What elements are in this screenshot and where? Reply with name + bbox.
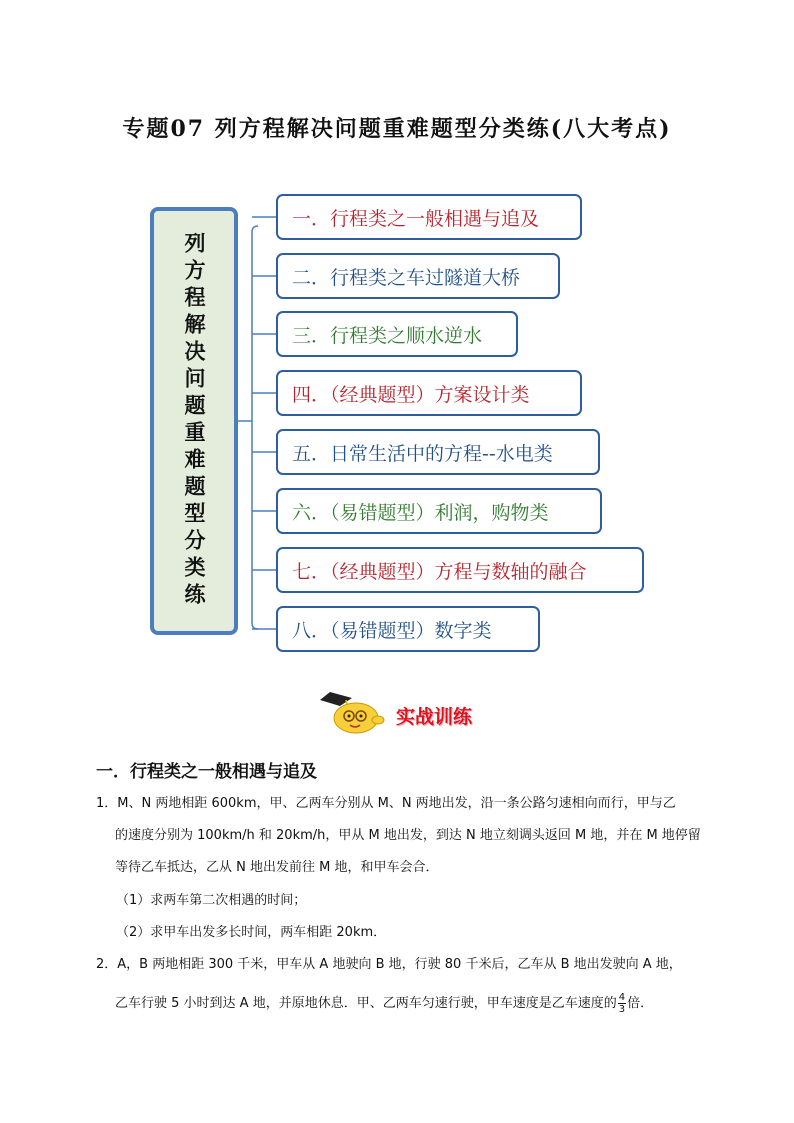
branch-1 <box>276 194 582 240</box>
branch-6-label: 六．（易错题型）利润，购物类 <box>292 501 549 524</box>
q1-sub-2: （2）求甲车出发多长时间，两车相距 20km． <box>116 925 387 940</box>
branch-7 <box>276 547 644 593</box>
q1-line-2: 的速度分别为 100km/h 和 20km/h，甲从 M 地出发，到达 N 地立刻调头返回 M 地，并在 M 地停留 <box>115 828 701 843</box>
mindmap-root-label: 列方程解决问题重难题型分类练 <box>182 232 206 610</box>
q2-line-2 <box>115 992 653 1015</box>
q1-sub-1: （1）求两车第二次相遇的时间； <box>116 893 307 908</box>
fraction-denominator: 3 <box>618 1004 626 1015</box>
branch-5 <box>276 429 600 475</box>
page-title: 专题07 列方程解决问题重难题型分类练(八大考点) <box>122 116 672 142</box>
q2-line-2-text: 乙车行驶 5 小时到达 A 地，并原地休息．甲、乙两车匀速行驶，甲车速度是乙车速度的 <box>115 996 617 1011</box>
branch-7-label: 七．（经典题型）方程与数轴的融合 <box>292 560 587 583</box>
branch-3 <box>276 311 518 357</box>
branch-4 <box>276 370 582 416</box>
branch-1-label: 一．行程类之一般相遇与追及 <box>292 207 540 230</box>
q1-line-3: 等待乙车抵达，乙从 N 地出发前往 M 地，和甲车会合． <box>115 860 439 875</box>
branch-5-label: 五．日常生活中的方程--水电类 <box>292 442 553 465</box>
q2-line-1: 2．A，B 两地相距 300 千米，甲车从 A 地驶向 B 地，行驶 80 千米后，乙车从 B 地出发驶向 A 地， <box>96 957 682 972</box>
q1-line-1: 1．M、N 两地相距 600km，甲、乙两车分别从 M、N 两地出发，沿一条公路匀速相向而行，甲与乙 <box>96 796 676 811</box>
practice-banner: 实战训练 <box>396 706 473 728</box>
branch-2-label: 二．行程类之车过隧道大桥 <box>292 266 521 289</box>
q2-line-2-end: 倍． <box>627 996 654 1011</box>
section-heading: 一．行程类之一般相遇与追及 <box>96 762 317 782</box>
fraction <box>618 992 626 1015</box>
mascot-icon <box>316 690 388 736</box>
fraction-numerator: 4 <box>618 992 626 1003</box>
branch-8-label: 八．（易错题型）数字类 <box>292 619 492 642</box>
branch-4-label: 四．（经典题型）方案设计类 <box>292 383 530 406</box>
branch-6 <box>276 488 602 534</box>
branch-3-label: 三．行程类之顺水逆水 <box>292 324 483 347</box>
branch-2 <box>276 253 560 299</box>
branch-8 <box>276 606 540 652</box>
mindmap-root <box>150 207 238 635</box>
